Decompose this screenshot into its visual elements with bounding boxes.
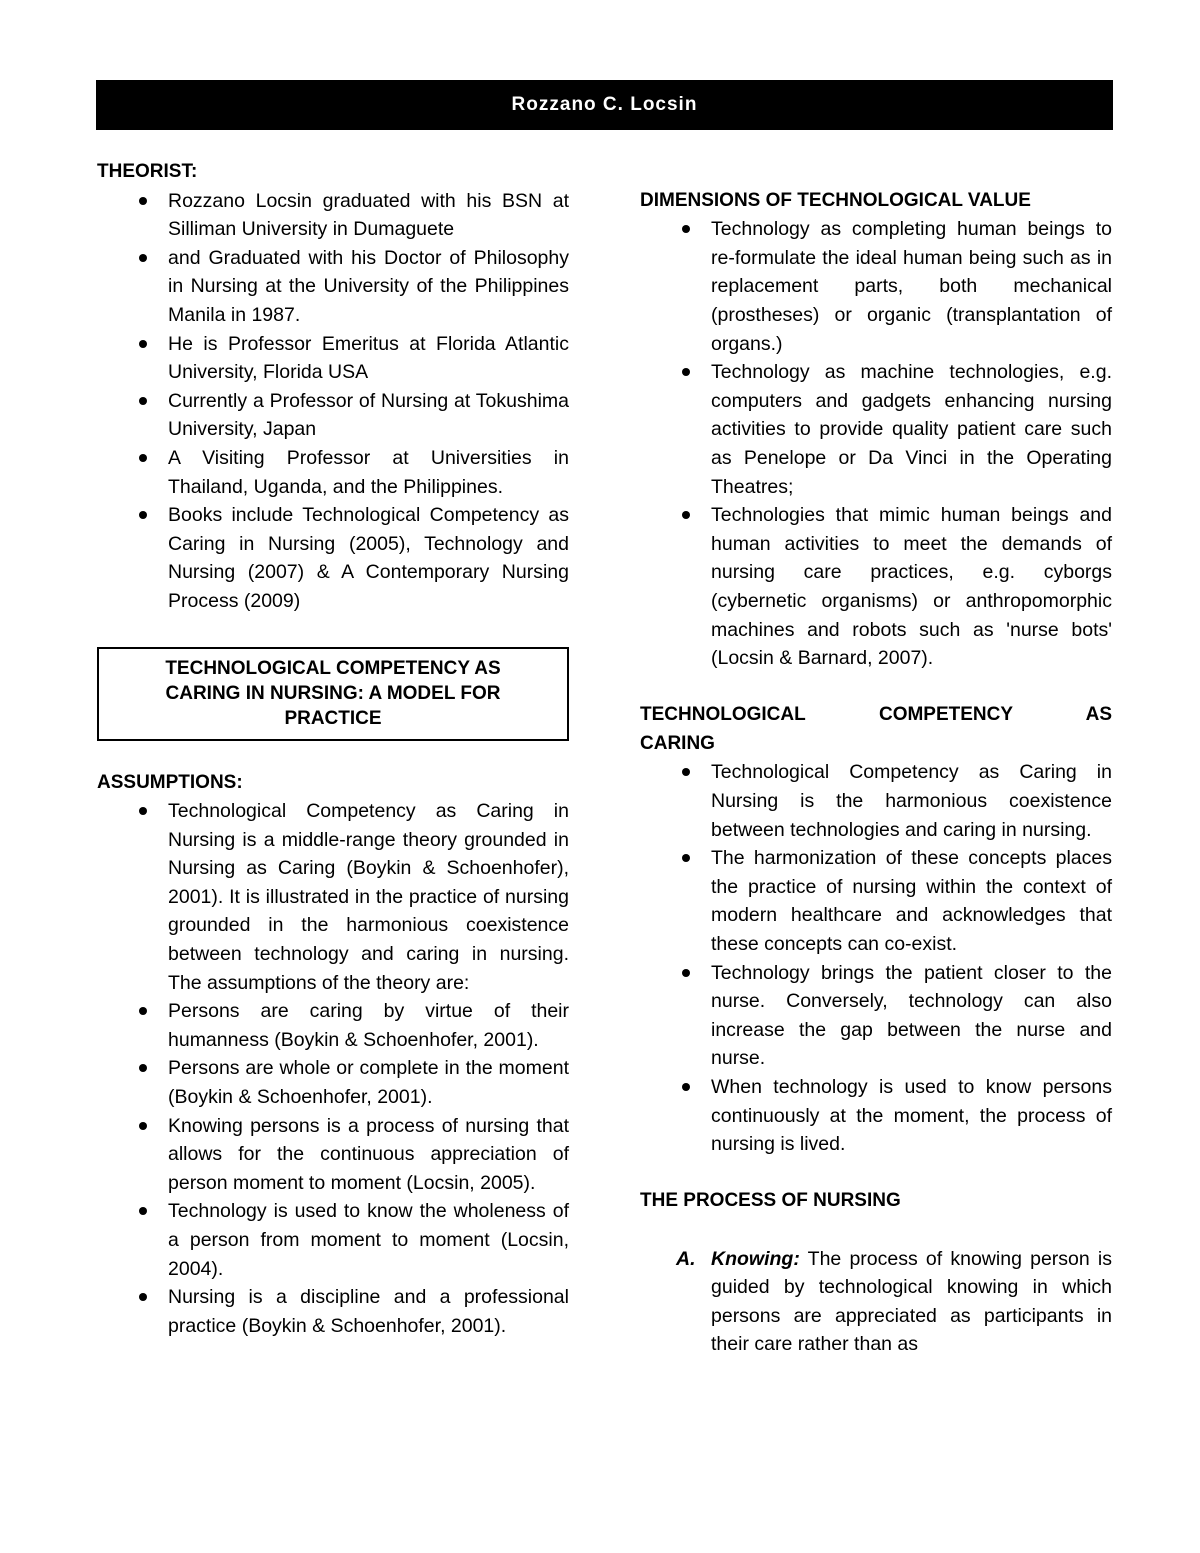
bullet-icon xyxy=(139,1007,147,1015)
list-item: A Visiting Professor at Universities in Thailand, Uganda, and the Philippines. xyxy=(97,444,569,501)
process-list xyxy=(640,1245,1112,1359)
list-item: Persons are whole or complete in the moment (Boykin & Schoenhofer, 2001). xyxy=(97,1054,569,1111)
bullet-icon xyxy=(139,511,147,519)
list-item: Knowing persons is a process of nursing that allows for the continuous appreciation of person moment to moment (Locsin, 2005). xyxy=(97,1112,569,1198)
process-heading: THE PROCESS OF NURSING xyxy=(640,1190,901,1212)
bullet-icon xyxy=(682,368,690,376)
bullet-icon xyxy=(682,511,690,519)
tcc-heading-line1: TECHNOLOGICAL COMPETENCY AS xyxy=(640,704,1112,726)
bullet-icon xyxy=(682,768,690,776)
bullet-icon xyxy=(682,225,690,233)
list-item: Technology is used to know the wholeness of a person from moment to moment (Locsin, 2004). xyxy=(97,1197,569,1283)
bullet-icon xyxy=(682,1083,690,1091)
list-item xyxy=(640,1245,1112,1359)
list-item: Books include Technological Competency as Caring in Nursing (2005), Technology and Nursing (2007) & A Contemporary Nursing Process (2009) xyxy=(97,501,569,615)
bullet-icon xyxy=(139,807,147,815)
list-marker: A. xyxy=(676,1247,696,1270)
list-item: When technology is used to know persons continuously at the moment, the process of nursing is lived. xyxy=(640,1073,1112,1159)
tcc-list xyxy=(640,758,1112,1158)
list-item: Technology as machine technologies, e.g. computers and gadgets enhancing nursing activities to provide quality patient care such as Penelope or Da Vinci in the Operating Theatres; xyxy=(640,358,1112,501)
list-item: Technological Competency as Caring in Nursing is a middle-range theory grounded in Nursing as Caring (Boykin & Schoenhofer), 2001). It is illustrated in the practice of nursing grounded in the harmonious coexistence between technology and caring in nursing. The assumptions of the theory are: xyxy=(97,797,569,997)
dimensions-heading: DIMENSIONS OF TECHNOLOGICAL VALUE xyxy=(640,189,1031,211)
bullet-icon xyxy=(682,969,690,977)
header-bar xyxy=(96,80,1113,130)
list-item: Technology brings the patient closer to the nurse. Conversely, technology can also increase the gap between the nurse and nurse. xyxy=(640,959,1112,1073)
bullet-icon xyxy=(139,254,147,262)
bullet-icon xyxy=(682,854,690,862)
tcc-heading-line2: CARING xyxy=(640,732,715,754)
dimensions-list xyxy=(640,215,1112,673)
list-item: Technology as completing human beings to re-formulate the ideal human being such as in replacement parts, both mechanical (prostheses) or organic (transplantation of organs.) xyxy=(640,215,1112,358)
bullet-icon xyxy=(139,1207,147,1215)
bullet-icon xyxy=(139,340,147,348)
bullet-icon xyxy=(139,397,147,405)
list-item: Nursing is a discipline and a professional practice (Boykin & Schoenhofer, 2001). xyxy=(97,1283,569,1340)
assumptions-list xyxy=(97,797,569,1340)
list-item: Technologies that mimic human beings and human activities to meet the demands of nursing care practices, e.g. cyborgs (cybernetic organisms) or anthropomorphic machines and robots such as 'nurse bots' (Locsin & Barnard, 2007). xyxy=(640,501,1112,673)
bullet-icon xyxy=(139,1064,147,1072)
theorist-heading: THEORIST: xyxy=(97,161,198,182)
bullet-icon xyxy=(139,197,147,205)
bullet-icon xyxy=(139,454,147,462)
list-item: He is Professor Emeritus at Florida Atlantic University, Florida USA xyxy=(97,330,569,387)
model-title-box xyxy=(97,647,569,741)
model-title: TECHNOLOGICAL COMPETENCY AS CARING IN NURSING: A MODEL FOR PRACTICE xyxy=(165,658,501,729)
list-item: Technological Competency as Caring in Nursing is the harmonious coexistence between technologies and caring in nursing. xyxy=(640,758,1112,844)
document-title: Rozzano C. Locsin xyxy=(511,94,698,115)
list-item: and Graduated with his Doctor of Philosophy in Nursing at the University of the Philippines Manila in 1987. xyxy=(97,244,569,330)
list-item: Persons are caring by virtue of their humanness (Boykin & Schoenhofer, 2001). xyxy=(97,997,569,1054)
right-column xyxy=(640,158,1112,1359)
left-column xyxy=(97,158,569,1340)
list-item: Rozzano Locsin graduated with his BSN at Silliman University in Dumaguete xyxy=(97,187,569,244)
list-item: The harmonization of these concepts places the practice of nursing within the context of modern healthcare and acknowledges that these concepts can co-exist. xyxy=(640,844,1112,958)
bullet-icon xyxy=(139,1122,147,1130)
theorist-list xyxy=(97,187,569,616)
process-text: The process of knowing person is guided by technological knowing in which persons are appreciated as participants in their care rather than as xyxy=(711,1247,1112,1356)
process-term: Knowing: xyxy=(711,1247,800,1270)
list-item: Currently a Professor of Nursing at Tokushima University, Japan xyxy=(97,387,569,444)
assumptions-heading: ASSUMPTIONS: xyxy=(97,771,243,793)
bullet-icon xyxy=(139,1293,147,1301)
